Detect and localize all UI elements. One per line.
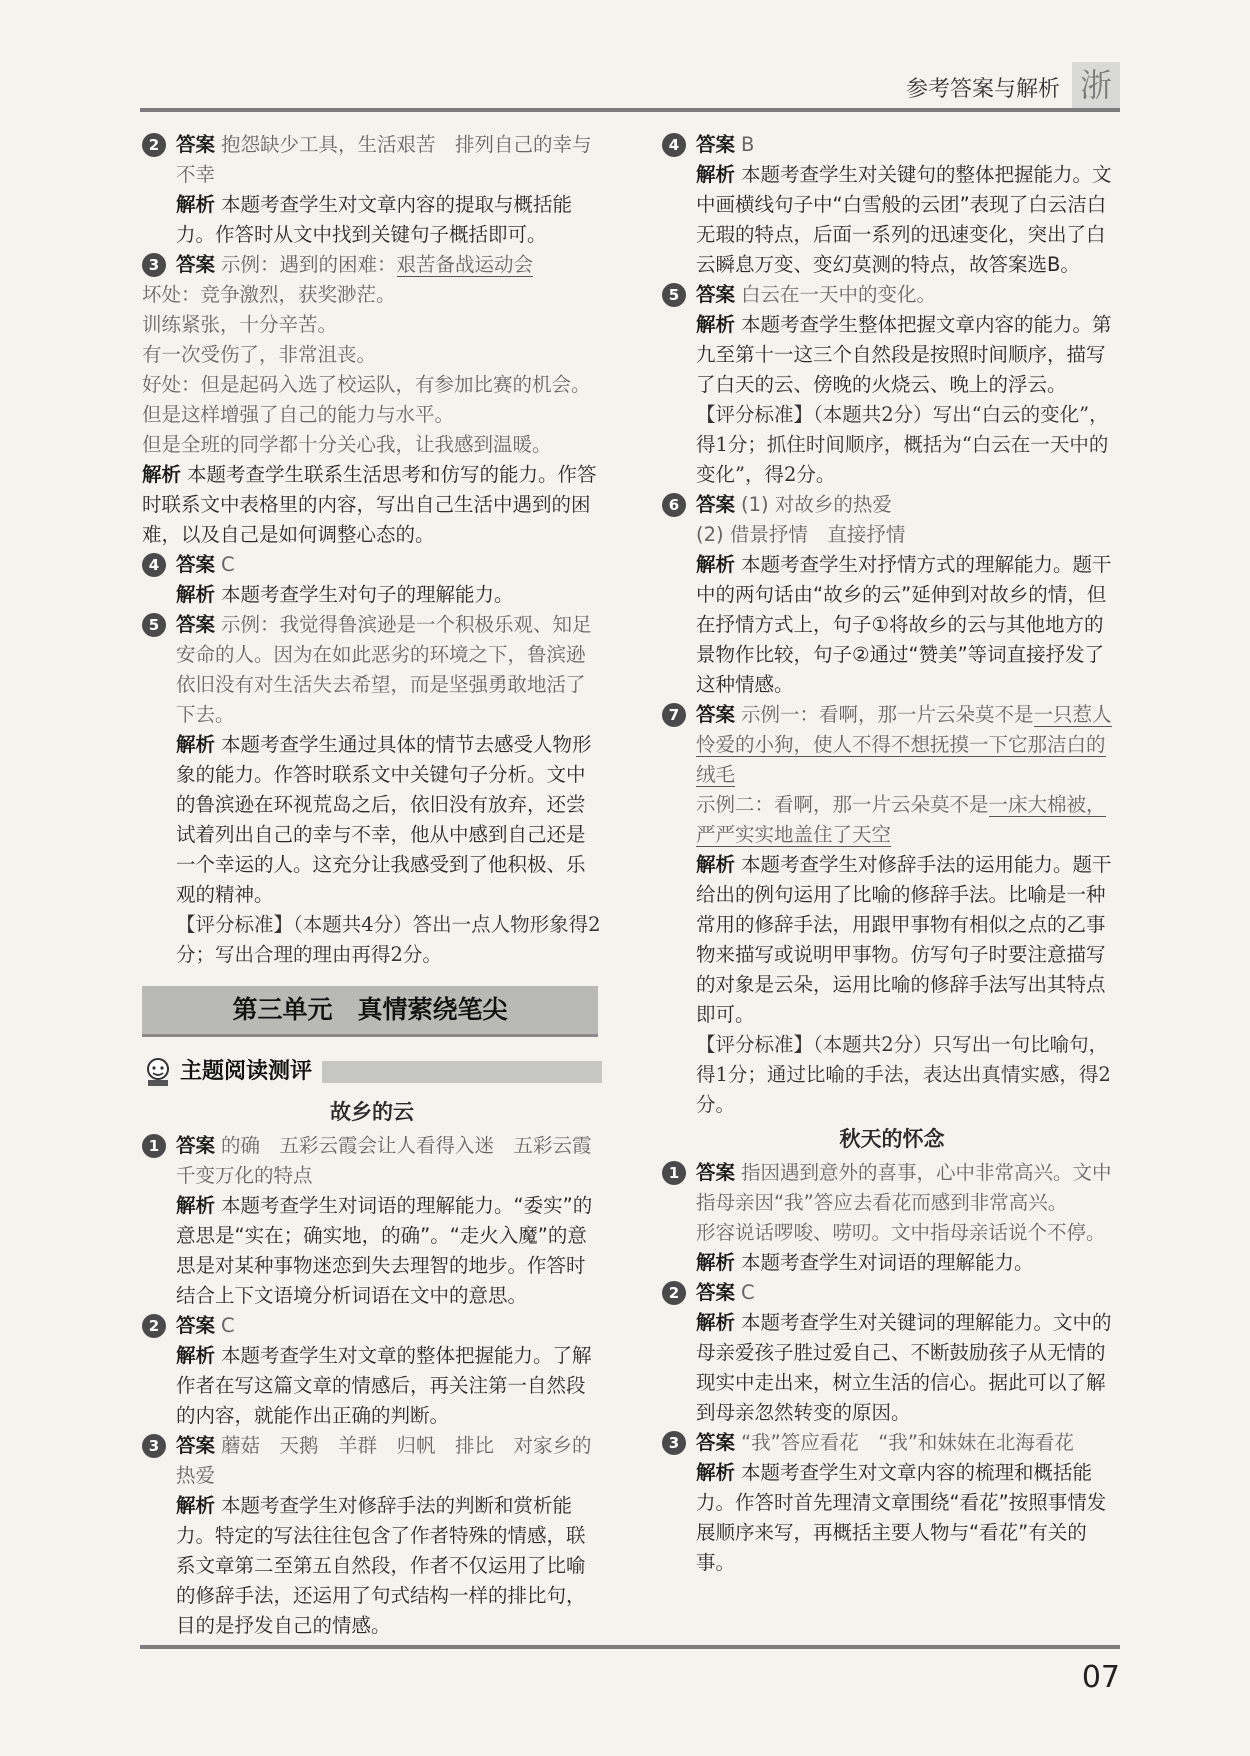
answer-label: 答案 <box>696 1431 736 1454</box>
answer-text: 指因遇到意外的喜事，心中非常高兴。文中指母亲因“我”答应去看花而感到非常高兴。 <box>696 1161 1112 1214</box>
question-number: 2 <box>662 1281 686 1305</box>
section-bar <box>322 1061 602 1083</box>
question-number: 4 <box>142 553 166 577</box>
question-g3 <box>142 1431 602 1641</box>
answer-label: 答案 <box>176 1434 216 1457</box>
answer-line: 坏处：竞争激烈，获奖渺茫。 <box>142 283 396 306</box>
answer-line: 但是全班的同学都十分关心我，让我感到温暖。 <box>142 433 552 456</box>
answer-line: 有一次受伤了，非常沮丧。 <box>142 343 377 366</box>
scoring-criteria: 【评分标准】（本题共2分）只写出一句比喻句，得1分；通过比喻的手法，表达出真情实感，得2分。 <box>696 1033 1111 1116</box>
footer-rule <box>140 1645 1120 1649</box>
analysis-text: 本题考查学生联系生活思考和仿写的能力。作答时联系文中表格里的内容，写出自己生活中遇到的困难，以及自己是如何调整心态的。 <box>142 463 597 546</box>
answer-text: 示例：我觉得鲁滨逊是一个积极乐观、知足安命的人。因为在如此恶劣的环境之下，鲁滨逊依旧没有对生活失去希望，而是坚强勇敢地活了下去。 <box>176 613 592 726</box>
analysis-text: 本题考查学生对文章内容的梳理和概括能力。作答时首先理清文章围绕“看花”按照事情发展顺序来写，再概括主要人物与“看花”有关的事。 <box>696 1461 1107 1574</box>
analysis-label: 解析 <box>696 163 736 186</box>
page-number: 07 <box>1081 1660 1120 1695</box>
question-h1 <box>662 1158 1122 1278</box>
answer-text: B <box>741 133 755 156</box>
question-g7 <box>662 700 1122 1120</box>
question-number: 4 <box>662 133 686 157</box>
analysis-text: 本题考查学生对抒情方式的理解能力。题干中的两句话由“故乡的云”延伸到对故乡的情，但在抒情方式上，句子①将故乡的云与其他地方的景物作比较，句子②通过“赞美”等词直接抒发了这种情感。 <box>696 553 1112 696</box>
page-header <box>140 62 1120 110</box>
example-2-text: 示例二：看啊，那一片云朵莫不是 <box>696 793 989 816</box>
analysis-label: 解析 <box>176 1494 216 1517</box>
answer-text: 示例：遇到的困难： <box>221 253 397 276</box>
example-1-underlined: 一只惹人怜爱的小狗，使人不得不想抚摸一下它那洁白的绒毛 <box>696 703 1112 786</box>
header-title: 参考答案与解析 <box>905 77 1060 102</box>
analysis-label: 解析 <box>696 853 736 876</box>
article-title: 故乡的云 <box>330 1100 414 1124</box>
answer-underlined: 艰苦备战运动会 <box>396 253 534 276</box>
answer-text: (1) 对故乡的热爱 <box>741 493 892 516</box>
question-number: 1 <box>662 1161 686 1185</box>
analysis-text: 本题考查学生对修辞手法的运用能力。题干给出的例句运用了比喻的修辞手法。比喻是一种常用的修辞手法，用跟甲事物有相似之点的乙事物来描写或说明甲事物。仿写句子时要注意描写的对象是云朵，运用比喻的修辞手法写出其特点即可。 <box>696 853 1112 1026</box>
analysis-label: 解析 <box>176 733 216 756</box>
question-number: 7 <box>662 703 686 727</box>
question-g4 <box>662 130 1122 280</box>
analysis-label: 解析 <box>696 1461 736 1484</box>
article-title: 秋天的怀念 <box>839 1127 945 1151</box>
unit-banner: 第三单元 真情萦绕笔尖 <box>142 986 598 1037</box>
section-title: 主题阅读测评 <box>180 1059 313 1084</box>
analysis-label: 解析 <box>696 1311 736 1334</box>
question-2 <box>142 130 602 250</box>
question-h3 <box>662 1428 1122 1578</box>
right-column <box>662 130 1122 1578</box>
question-number: 3 <box>142 253 166 277</box>
analysis-text: 本题考查学生对句子的理解能力。 <box>221 583 514 606</box>
answer-text: C <box>221 1314 235 1337</box>
answer-text: 抱怨缺少工具，生活艰苦 排列自己的幸与不幸 <box>176 133 592 186</box>
answer-label: 答案 <box>176 133 216 156</box>
analysis-text: 本题考查学生对修辞手法的判断和赏析能力。特定的写法往往包含了作者特殊的情感，联系文章第二至第五自然段，作者不仅运用了比喻的修辞手法，还运用了句式结构一样的排比句，目的是抒发自己的情感。 <box>176 1494 586 1637</box>
analysis-text: 本题考查学生对文章内容的提取与概括能力。作答时从文中找到关键句子概括即可。 <box>176 193 573 246</box>
question-number: 3 <box>142 1434 166 1458</box>
question-number: 5 <box>662 283 686 307</box>
answer-label: 答案 <box>696 283 736 306</box>
analysis-label: 解析 <box>696 553 736 576</box>
analysis-block <box>142 460 602 550</box>
answer-text: 白云在一天中的变化。 <box>741 283 937 306</box>
answer-label: 答案 <box>696 493 736 516</box>
analysis-text: 本题考查学生对关键句的整体把握能力。文中画横线句子中“白雪般的云团”表现了白云洁白无瑕的特点，后面一系列的迅速变化，突出了白云瞬息万变、变幻莫测的特点，故答案选B。 <box>696 163 1112 276</box>
analysis-text: 本题考查学生整体把握文章内容的能力。第九至第十一这三个自然段是按照时间顺序，描写了白天的云、傍晚的火烧云、晚上的浮云。 <box>696 313 1112 396</box>
analysis-label: 解析 <box>176 1344 216 1367</box>
question-number: 1 <box>142 1134 166 1158</box>
question-g5 <box>662 280 1122 490</box>
answer-line: 好处：但是起码入选了校运队，有参加比赛的机会。 <box>142 373 591 396</box>
answer-label: 答案 <box>176 253 216 276</box>
question-3 <box>142 250 602 280</box>
section-heading <box>142 1051 602 1093</box>
analysis-label: 解析 <box>176 583 216 606</box>
scoring-criteria: 【评分标准】（本题共4分）答出一点人物形象得2分；写出合理的理由再得2分。 <box>176 913 601 966</box>
answer-text-2: 形容说话啰唆、唠叨。文中指母亲话说个不停。 <box>696 1221 1106 1244</box>
question-g1 <box>142 1131 602 1311</box>
answer-label: 答案 <box>176 1314 216 1337</box>
question-g6 <box>662 490 1122 700</box>
question-4 <box>142 550 602 610</box>
analysis-label: 解析 <box>696 1251 736 1274</box>
question-number: 6 <box>662 493 686 517</box>
scoring-criteria: 【评分标准】（本题共2分）写出“白云的变化”，得1分；抓住时间顺序，概括为“白云在一天中的变化”，得2分。 <box>696 403 1109 486</box>
left-column <box>142 130 602 1641</box>
answer-text: 的确 五彩云霞会让人看得入迷 五彩云霞千变万化的特点 <box>176 1134 592 1187</box>
answer-label: 答案 <box>696 133 736 156</box>
header-rule <box>140 108 1120 112</box>
answer-text: “我”答应看花 “我”和妹妹在北海看花 <box>741 1431 1074 1454</box>
answer-label: 答案 <box>696 1281 736 1304</box>
reader-avatar-icon <box>142 1056 174 1088</box>
answer-line: 训练紧张，十分辛苦。 <box>142 313 338 336</box>
answer-label: 答案 <box>696 1161 736 1184</box>
question-h2 <box>662 1278 1122 1428</box>
analysis-label: 解析 <box>142 463 182 486</box>
answer-line: 但是这样增强了自己的能力与水平。 <box>142 403 455 426</box>
question-number: 2 <box>142 133 166 157</box>
answer-text: 蘑菇 天鹅 羊群 归帆 排比 对家乡的热爱 <box>176 1434 592 1487</box>
question-number: 5 <box>142 613 166 637</box>
answer-label: 答案 <box>176 553 216 576</box>
analysis-text: 本题考查学生对文章的整体把握能力。了解作者在写这篇文章的情感后，再关注第一自然段的内容，就能作出正确的判断。 <box>176 1344 592 1427</box>
example-2-underlined: 一床大棉被，严严实实地盖住了天空 <box>696 793 1106 846</box>
question-number: 2 <box>142 1314 166 1338</box>
analysis-text: 本题考查学生对关键词的理解能力。文中的母亲爱孩子胜过爱自己、不断鼓励孩子从无情的现实中走出来，树立生活的信心。据此可以了解到母亲忽然转变的原因。 <box>696 1311 1112 1424</box>
analysis-text: 本题考查学生对词语的理解能力。“委实”的意思是“实在；确实地，的确”。“走火入魔”的意思是对某种事物迷恋到失去理智的地步。作答时结合上下文语境分析词语在文中的意思。 <box>176 1194 593 1307</box>
answer-label: 答案 <box>176 1134 216 1157</box>
analysis-label: 解析 <box>176 1194 216 1217</box>
analysis-text: 本题考查学生对词语的理解能力。 <box>741 1251 1034 1274</box>
answer-text-2: (2) 借景抒情 直接抒情 <box>696 523 906 546</box>
analysis-label: 解析 <box>696 313 736 336</box>
analysis-label: 解析 <box>176 193 216 216</box>
answer-label: 答案 <box>176 613 216 636</box>
answer-label: 答案 <box>696 703 736 726</box>
question-5 <box>142 610 602 970</box>
answer-text: C <box>221 553 235 576</box>
question-g2 <box>142 1311 602 1431</box>
answer-text: C <box>741 1281 755 1304</box>
province-badge: 浙 <box>1072 62 1120 108</box>
question-number: 3 <box>662 1431 686 1455</box>
example-1-text: 示例一：看啊，那一片云朵莫不是 <box>741 703 1034 726</box>
analysis-text: 本题考查学生通过具体的情节去感受人物形象的能力。作答时联系文中关键句子分析。文中的鲁滨逊在环视荒岛之后，依旧没有放弃，还尝试着列出自己的幸与不幸，他从中感到自己还是一个幸运的人。这充分让我感受到了他积极、乐观的精神。 <box>176 733 592 906</box>
